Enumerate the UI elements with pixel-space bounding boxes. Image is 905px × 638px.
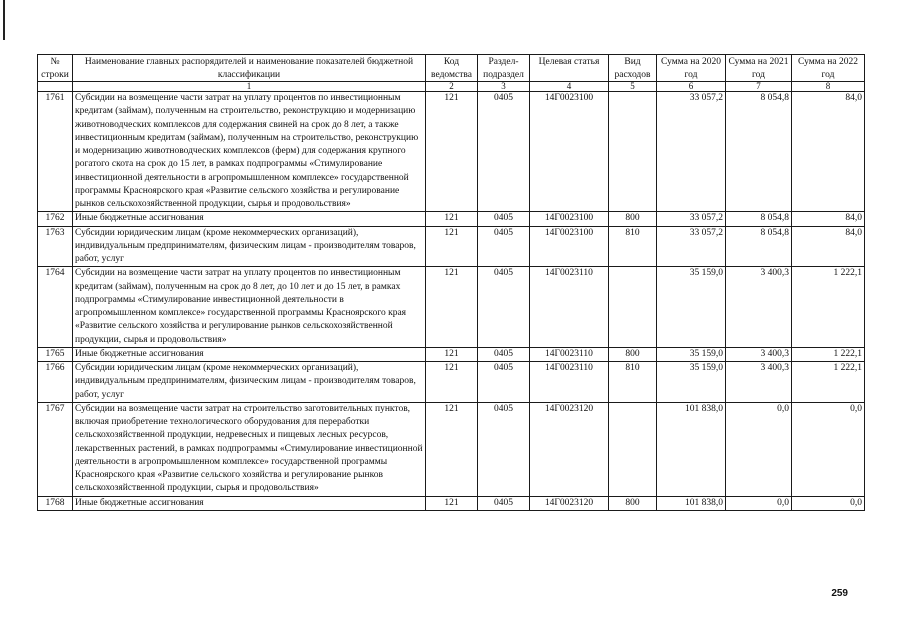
row-name: Субсидии юридическим лицам (кроме некоммерческих организаций), индивидуальным предпринимателям, физическим лицам - производителям товаров, работ, услуг <box>73 362 426 403</box>
row-sum-2020: 35 159,0 <box>657 347 726 361</box>
table-row <box>38 212 865 226</box>
row-number: 1768 <box>38 496 73 510</box>
row-sum-2020: 101 838,0 <box>657 402 726 496</box>
table-row <box>38 496 865 510</box>
row-department-code: 121 <box>426 226 478 267</box>
row-sum-2022: 84,0 <box>792 212 865 226</box>
row-section: 0405 <box>478 496 530 510</box>
row-department-code: 121 <box>426 362 478 403</box>
column-number: 7 <box>726 82 792 92</box>
table-row <box>38 402 865 496</box>
column-number: 5 <box>609 82 657 92</box>
row-section: 0405 <box>478 212 530 226</box>
header-sum-2020: Сумма на 2020 год <box>657 55 726 82</box>
row-sum-2020: 35 159,0 <box>657 362 726 403</box>
row-sum-2021: 3 400,3 <box>726 347 792 361</box>
row-number: 1764 <box>38 267 73 348</box>
budget-table <box>37 54 865 511</box>
row-target-article: 14Г0023100 <box>530 92 609 212</box>
header-sum-2021: Сумма на 2021 год <box>726 55 792 82</box>
column-number: 4 <box>530 82 609 92</box>
table-row <box>38 267 865 348</box>
row-expense-type: 810 <box>609 362 657 403</box>
row-sum-2022: 0,0 <box>792 496 865 510</box>
header-target-article: Целевая статья <box>530 55 609 82</box>
row-name: Иные бюджетные ассигнования <box>73 212 426 226</box>
row-section: 0405 <box>478 92 530 212</box>
header-sum-2022: Сумма на 2022 год <box>792 55 865 82</box>
row-target-article: 14Г0023100 <box>530 226 609 267</box>
row-sum-2022: 1 222,1 <box>792 267 865 348</box>
row-expense-type: 800 <box>609 347 657 361</box>
row-target-article: 14Г0023110 <box>530 347 609 361</box>
row-sum-2021: 8 054,8 <box>726 92 792 212</box>
row-department-code: 121 <box>426 496 478 510</box>
row-sum-2022: 1 222,1 <box>792 347 865 361</box>
row-target-article: 14Г0023120 <box>530 496 609 510</box>
header-row-number: № строки <box>38 55 73 82</box>
row-sum-2020: 101 838,0 <box>657 496 726 510</box>
row-expense-type <box>609 402 657 496</box>
row-sum-2021: 0,0 <box>726 496 792 510</box>
row-name: Иные бюджетные ассигнования <box>73 347 426 361</box>
row-expense-type <box>609 267 657 348</box>
column-number: 8 <box>792 82 865 92</box>
row-sum-2022: 1 222,1 <box>792 362 865 403</box>
row-name: Субсидии юридическим лицам (кроме некоммерческих организаций), индивидуальным предпринимателям, физическим лицам - производителям товаров, работ, услуг <box>73 226 426 267</box>
row-sum-2021: 8 054,8 <box>726 212 792 226</box>
row-expense-type <box>609 92 657 212</box>
row-section: 0405 <box>478 267 530 348</box>
row-number: 1765 <box>38 347 73 361</box>
row-section: 0405 <box>478 362 530 403</box>
header-section: Раздел-подраздел <box>478 55 530 82</box>
row-department-code: 121 <box>426 212 478 226</box>
column-number: 2 <box>426 82 478 92</box>
row-target-article: 14Г0023110 <box>530 362 609 403</box>
row-target-article: 14Г0023100 <box>530 212 609 226</box>
row-target-article: 14Г0023110 <box>530 267 609 348</box>
row-sum-2021: 8 054,8 <box>726 226 792 267</box>
row-sum-2020: 35 159,0 <box>657 267 726 348</box>
row-name: Субсидии на возмещение части затрат на уплату процентов по инвестиционным кредитам (займам), полученным на строительство, реконструкцию и модернизацию животноводческих комплексов для содержания свиней на срок до 8 лет, а также инвестиционным кредитам (займам), полученным на строительство, реконструкцию и модернизацию животноводческих комплексов (ферм) для содержания крупного рогатого скота на срок до 15 лет, в рамках подпрограммы «Стимулирование инвестиционной деятельности в агропромышленном комплексе» государственной программы Красноярского края «Развитие сельского хозяйства и регулирование рынков сельскохозяйственной продукции, сырья и продовольствия» <box>73 92 426 212</box>
column-number: 6 <box>657 82 726 92</box>
page-number: 259 <box>831 588 848 599</box>
table-row <box>38 226 865 267</box>
column-numbers-row <box>38 82 865 92</box>
table-row <box>38 362 865 403</box>
row-sum-2021: 3 400,3 <box>726 362 792 403</box>
row-department-code: 121 <box>426 402 478 496</box>
binding-margin-line <box>3 0 5 40</box>
row-department-code: 121 <box>426 92 478 212</box>
row-number: 1763 <box>38 226 73 267</box>
row-sum-2022: 84,0 <box>792 226 865 267</box>
row-target-article: 14Г0023120 <box>530 402 609 496</box>
table-row <box>38 92 865 212</box>
row-number: 1761 <box>38 92 73 212</box>
row-sum-2020: 33 057,2 <box>657 212 726 226</box>
row-expense-type: 810 <box>609 226 657 267</box>
row-department-code: 121 <box>426 267 478 348</box>
table-row <box>38 347 865 361</box>
row-expense-type: 800 <box>609 212 657 226</box>
row-department-code: 121 <box>426 347 478 361</box>
header-expense-type: Вид расходов <box>609 55 657 82</box>
row-sum-2022: 0,0 <box>792 402 865 496</box>
row-expense-type: 800 <box>609 496 657 510</box>
header-department-code: Код ведомства <box>426 55 478 82</box>
row-section: 0405 <box>478 402 530 496</box>
row-sum-2021: 3 400,3 <box>726 267 792 348</box>
column-number: 3 <box>478 82 530 92</box>
row-name: Субсидии на возмещение части затрат на строительство заготовительных пунктов, включая приобретение технологического оборудования для переработки сельскохозяйственной продукции, недревесных и пищевых лесных ресурсов, лекарственных растений, в рамках подпрограммы «Стимулирование инвестиционной деятельности в агропромышленном комплексе» государственной программы Красноярского края «Развитие сельского хозяйства и регулирование рынков сельскохозяйственной продукции, сырья и продовольствия» <box>73 402 426 496</box>
row-sum-2022: 84,0 <box>792 92 865 212</box>
row-sum-2021: 0,0 <box>726 402 792 496</box>
column-number: 1 <box>73 82 426 92</box>
header-name: Наименование главных распорядителей и наименование показателей бюджетной классификации <box>73 55 426 82</box>
row-section: 0405 <box>478 226 530 267</box>
row-sum-2020: 33 057,2 <box>657 226 726 267</box>
column-number <box>38 82 73 92</box>
row-name: Субсидии на возмещение части затрат на уплату процентов по инвестиционным кредитам (займам), полученным на срок до 8 лет, до 10 лет и до 15 лет, в рамках подпрограммы «Стимулирование инвестиционной деятельности в агропромышленном комплексе» государственной программы Красноярского края «Развитие сельского хозяйства и регулирование рынков сельскохозяйственной продукции, сырья и продовольствия» <box>73 267 426 348</box>
row-number: 1762 <box>38 212 73 226</box>
row-name: Иные бюджетные ассигнования <box>73 496 426 510</box>
table-header-row <box>38 55 865 82</box>
row-number: 1766 <box>38 362 73 403</box>
row-section: 0405 <box>478 347 530 361</box>
row-number: 1767 <box>38 402 73 496</box>
row-sum-2020: 33 057,2 <box>657 92 726 212</box>
